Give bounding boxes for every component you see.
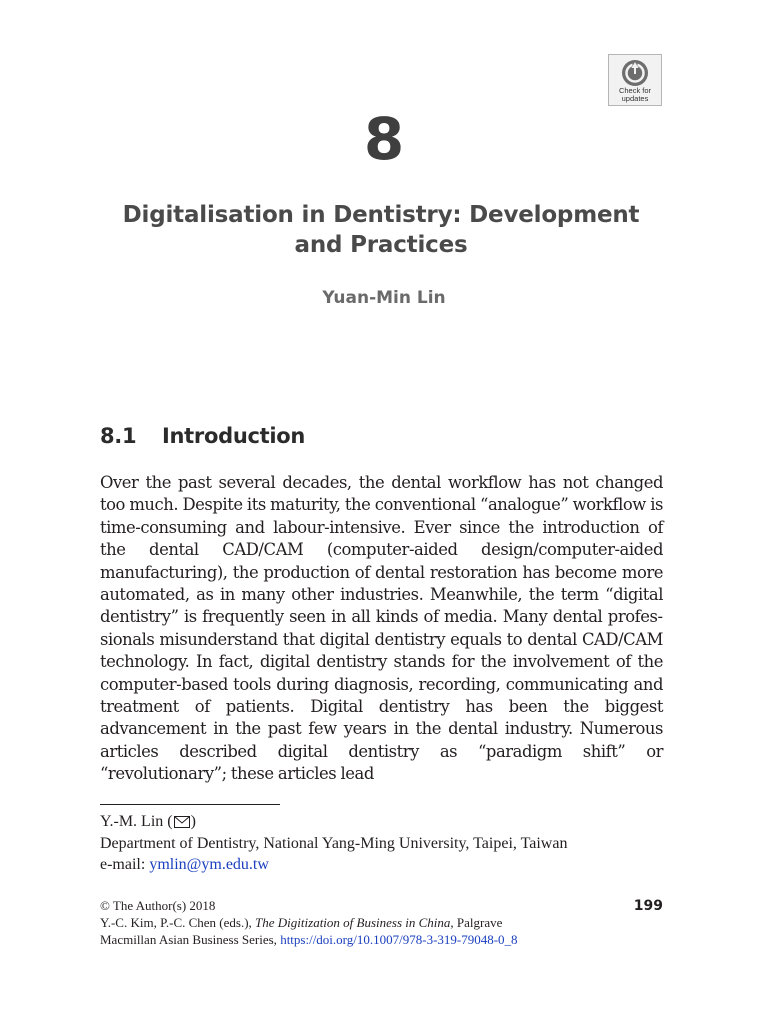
series-line bbox=[100, 931, 620, 948]
series-name: Macmillan Asian Business Series, bbox=[100, 932, 281, 947]
page-number: 199 bbox=[633, 898, 663, 914]
badge-label-line1: Check for bbox=[618, 86, 652, 95]
footnote-email-link[interactable]: ymlin@ym.edu.tw bbox=[149, 856, 269, 873]
envelope-icon bbox=[174, 816, 190, 828]
footnote-email-line bbox=[100, 854, 680, 876]
book-title: The Digitization of Business in China bbox=[255, 915, 451, 930]
section-title: Introduction bbox=[162, 424, 306, 448]
citation-publisher: , Palgrave bbox=[450, 915, 503, 930]
check-for-updates-badge[interactable] bbox=[608, 54, 662, 106]
chapter-author: Yuan-Min Lin bbox=[322, 288, 446, 308]
copyright-line: © The Author(s) 2018 bbox=[100, 898, 216, 913]
footnote-divider bbox=[100, 804, 280, 805]
chapter-number: 8 bbox=[363, 105, 405, 173]
footnote-author-close: ) bbox=[190, 813, 196, 830]
doi-link[interactable]: https://doi.org/10.1007/978-3-319-79048-0_8 bbox=[280, 932, 518, 947]
check-for-updates-icon bbox=[621, 59, 649, 87]
citation-line bbox=[100, 914, 620, 931]
citation-editors: Y.-C. Kim, P.-C. Chen (eds.), bbox=[100, 915, 256, 930]
copyright-block bbox=[100, 897, 620, 948]
footnote-email-label: e-mail: bbox=[100, 856, 150, 873]
author-footnote bbox=[100, 811, 680, 876]
chapter-title: Digitalisation in Dentistry: Development and Practices bbox=[122, 202, 640, 258]
section-number: 8.1 bbox=[100, 424, 137, 448]
badge-label-line2: updates bbox=[621, 94, 649, 103]
footnote-author-name: Y.-M. Lin ( bbox=[100, 813, 173, 830]
section-heading bbox=[100, 422, 305, 450]
footnote-author-line bbox=[100, 811, 680, 833]
footnote-affiliation: Department of Dentistry, National Yang-Ming University, Taipei, Taiwan bbox=[100, 834, 568, 852]
introduction-paragraph: Over the past several decades, the dental workflow has not changed too much. Despite its maturity, the conventional “analogue” workflow is time-consuming and labour-intensive. Ever since the introduction of the dental CAD/CAM (computer-aided design/computer-aided manufacturing), the production of dental restoration has become more automated, as in many other industries. Meanwhile, the term “digital dentistry” is frequently seen in all kinds of media. Many dental professionals misunderstand that digital dentistry equals to dental CAD/CAM technology. In fact, digital dentistry stands for the involvement of the computer-based tools during diagnosis, recording, communicating and treatment of patients. Digital dentistry has been the biggest advancement in the past few years in the dental industry. Numerous articles described digital dentistry as “paradigm shift” or “revolutionary”; these articles lead bbox=[100, 473, 663, 784]
